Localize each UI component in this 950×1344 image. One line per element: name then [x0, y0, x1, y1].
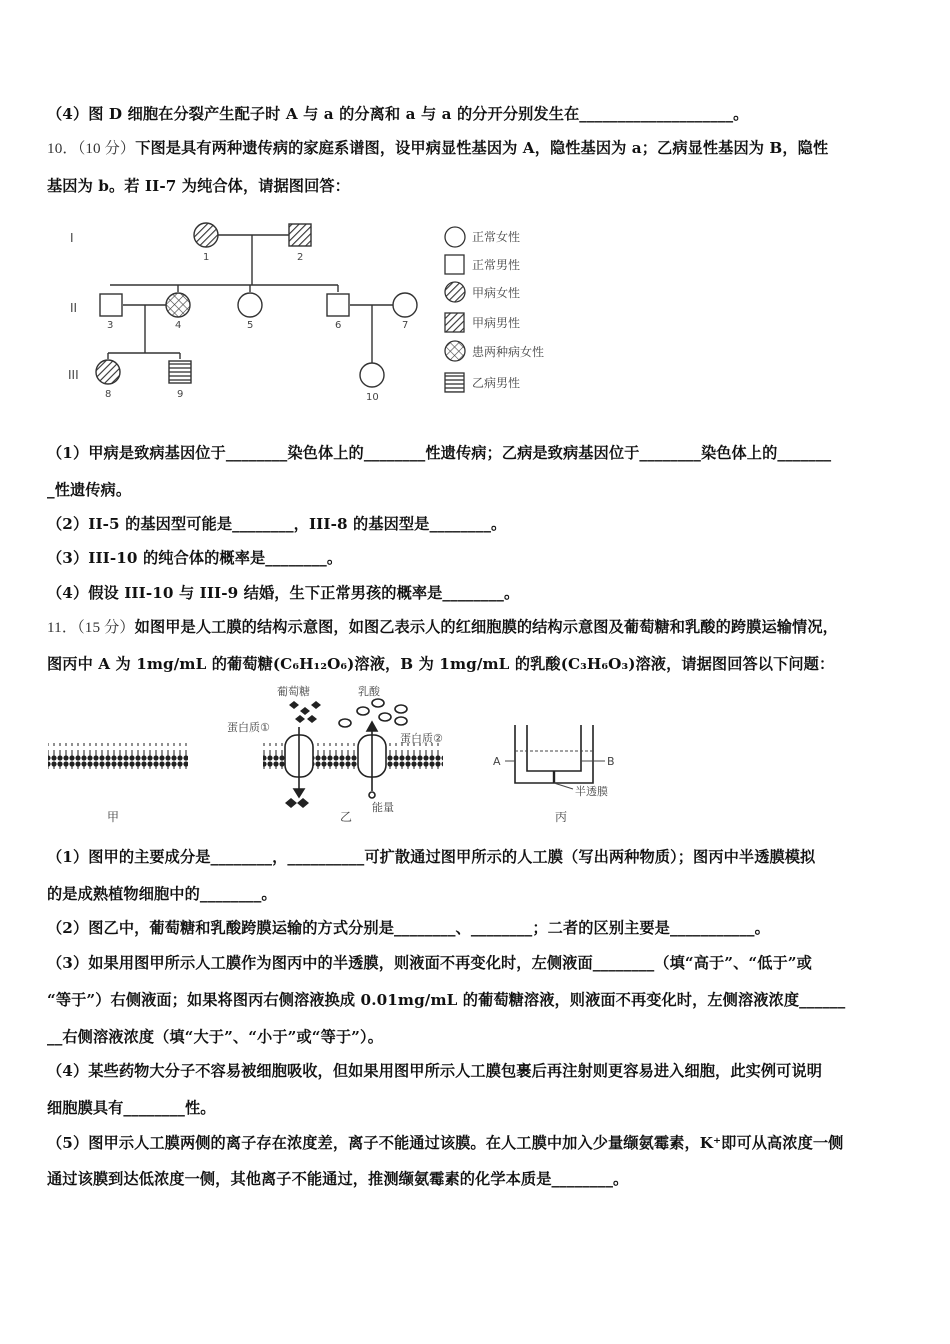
q11-stem-text: 如图甲是人工膜的结构示意图，如图乙表示人的红细胞膜的结构示意图及葡萄糖和乳酸的跨膜运输情况， — [134, 618, 838, 636]
label-1: 1 — [203, 252, 210, 263]
energy-label: 能量 — [372, 801, 394, 814]
q10-part3: （3）III-10 的纯合体的概率是________。 — [47, 549, 343, 567]
protein-2-label: 蛋白质② — [400, 732, 443, 745]
membrane-figure — [45, 683, 645, 828]
legend-b-male-symbol — [445, 373, 464, 392]
label-10: 10 — [366, 392, 379, 403]
q11-stem-line1 — [47, 616, 838, 637]
pedigree-individual-10 — [360, 363, 384, 387]
q11-part2: （2）图乙中，葡萄糖和乳酸跨膜运输的方式分别是________、________；二者的区别主要是___________。 — [47, 919, 770, 937]
legend-b-male: 乙病男性 — [472, 376, 521, 390]
label-7: 7 — [402, 320, 409, 331]
gen-label-II: II — [70, 301, 78, 315]
legend-both-female: 患两种病女性 — [472, 345, 545, 359]
q11-part5-line2: 通过该膜到达低浓度一侧，其他离子不能通过，推测缬氨霉素的化学本质是________。 — [47, 1170, 629, 1188]
glucose-label: 葡萄糖 — [277, 685, 310, 698]
arrow-up-icon — [367, 722, 377, 731]
pedigree-individual-9 — [169, 361, 191, 383]
q11-part1-line2: 的是成熟植物细胞中的________。 — [47, 885, 277, 903]
solution-a-label: A — [493, 755, 501, 768]
legend-a-female: 甲病女性 — [472, 286, 521, 300]
q10-stem-text: 下图是具有两种遗传病的家庭系谱图，设甲病显性基因为 A，隐性基因为 a；乙病显性基因为 B，隐性 — [135, 139, 829, 157]
pedigree-individual-5 — [238, 293, 262, 317]
q10-part4: （4）假设 III-10 与 III-9 结婚，生下正常男孩的概率是________。 — [47, 584, 520, 602]
gen-label-III: III — [68, 368, 79, 382]
q10-part1-line1: （1）甲病是致病基因位于________染色体上的________性遗传病；乙病是致病基因位于________染色体上的_______ — [47, 444, 832, 462]
legend-normal-male-symbol — [445, 255, 464, 274]
q9-part4: （4）图 D 细胞在分裂产生配子时 A 与 a 的分离和 a 与 a 的分开分别发生在____________________。 — [47, 105, 749, 123]
q10-part2: （2）II-5 的基因型可能是________，III-8 的基因型是________。 — [47, 515, 507, 533]
caption-jia: 甲 — [107, 810, 120, 824]
arrow-down-icon — [294, 789, 304, 797]
pedigree-individual-7 — [393, 293, 417, 317]
legend-a-female-symbol — [445, 282, 465, 302]
legend-normal-female: 正常女性 — [472, 230, 521, 244]
q10-stem-line1 — [47, 137, 828, 158]
u-tube — [515, 725, 593, 783]
caption-bing: 丙 — [555, 810, 568, 824]
artificial-membrane-jia — [48, 743, 188, 769]
legend-normal-female-symbol — [445, 227, 465, 247]
label-8: 8 — [105, 389, 112, 400]
pedigree-individual-8 — [96, 360, 120, 384]
q11-part3-line1: （3）如果用图甲所示人工膜作为图丙中的半透膜，则液面不再变化时，左侧液面________（填“高于”、“低于”或 — [47, 954, 812, 972]
semipermeable-membrane-label: 半透膜 — [575, 785, 608, 798]
protein-1-label: 蛋白质① — [227, 721, 270, 734]
q11-part5-line1: （5）图甲示人工膜两侧的离子存在浓度差，离子不能通过该膜。在人工膜中加入少量缬氨霉素，K⁺即可从高浓度一侧 — [47, 1134, 844, 1152]
label-9: 9 — [177, 389, 184, 400]
label-3: 3 — [107, 320, 114, 331]
label-4: 4 — [175, 320, 182, 331]
q10-part1-line2: _性遗传病。 — [47, 481, 132, 499]
legend-normal-male: 正常男性 — [472, 258, 521, 272]
q11-part4-line1: （4）某些药物大分子不容易被细胞吸收，但如果用图甲所示人工膜包裹后再注射则更容易进入细胞，此实例可说明 — [47, 1062, 823, 1080]
q11-number: 11．（15 分） — [47, 619, 135, 636]
gen-label-I: I — [70, 231, 74, 245]
q11-part1-line1: （1）图甲的主要成分是________，__________可扩散通过图甲所示的人工膜（写出两种物质）；图丙中半透膜模拟 — [47, 848, 816, 866]
pedigree-individual-3 — [100, 294, 122, 316]
q11-part3-line2: “等于”）右侧液面；如果将图丙右侧溶液换成 0.01mg/mL 的葡萄糖溶液，则液面不再变化时，左侧溶液浓度______ — [47, 991, 846, 1009]
legend-both-female-symbol — [445, 341, 465, 361]
pedigree-individual-4 — [166, 293, 190, 317]
q11-stem-line2: 图丙中 A 为 1mg/mL 的葡萄糖(C₆H₁₂O₆)溶液，B 为 1mg/mL 的乳酸(C₃H₆O₃)溶液，请据图回答以下问题： — [47, 655, 835, 673]
q10-stem-line2: 基因为 b。若 II-7 为纯合体，请据图回答： — [47, 177, 350, 195]
label-2: 2 — [297, 252, 304, 263]
pedigree-individual-6 — [327, 294, 349, 316]
label-6: 6 — [335, 320, 342, 331]
q10-number: 10．（10 分） — [47, 140, 136, 157]
pedigree-individual-2 — [289, 224, 311, 246]
legend-a-male-symbol — [445, 313, 464, 332]
lactate-label: 乳酸 — [358, 685, 380, 698]
pedigree-individual-1 — [194, 223, 218, 247]
q11-part3-line3: __右侧溶液浓度（填“大于”、“小于”或“等于”）。 — [47, 1028, 383, 1046]
q11-part4-line2: 细胞膜具有________性。 — [47, 1099, 216, 1117]
legend-a-male: 甲病男性 — [472, 316, 521, 330]
pedigree-chart — [60, 215, 580, 410]
solution-b-label: B — [607, 755, 615, 768]
label-5: 5 — [247, 320, 254, 331]
caption-yi: 乙 — [340, 810, 353, 824]
